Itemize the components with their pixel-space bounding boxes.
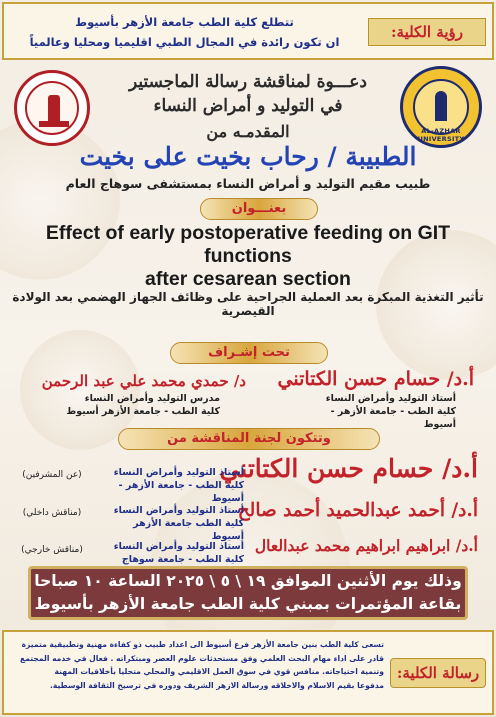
supervisor-1-title-line-2: كلية الطب - جامعة الأزهر - أسيوط bbox=[330, 406, 456, 430]
committee-member-2-title-line-1: أستاذ التوليد وأمراض النساء bbox=[113, 505, 244, 516]
committee-member-3-name: أ.د/ ابراهيم ابراهيم محمد عبدالعال bbox=[254, 536, 478, 555]
date-line: وذلك يوم الأثنين الموافق ١٩ \ ٥ \ ٢٠٢٥ الساعة ١٠ صباحا bbox=[34, 572, 462, 590]
faculty-logo-emblem bbox=[25, 81, 79, 135]
committee-member-1-title-line-2: كلية الطب - جامعة الأزهر - أسيوط bbox=[118, 480, 244, 504]
mission-banner bbox=[2, 630, 494, 715]
title-label: بعنـــوان bbox=[200, 198, 318, 220]
supervisor-2-title-line-1: مدرس التوليد وأمراض النساء bbox=[84, 393, 220, 404]
mission-line-3: وتنمية احتياجاته. منافس قوي في سوق العمل الاقليمي والمحلي متحليا بأخلاقيات المهنة bbox=[54, 667, 384, 676]
thesis-title-arabic: تأثير التغذية المبكرة بعد العملية الجراحية على وظائف الجهاز الهضمي بعد الولادة القيصرية bbox=[12, 290, 484, 318]
supervisor-2-title-line-2: كلية الطب - جامعة الأزهر أسيوط bbox=[66, 406, 220, 417]
committee-member-3-role: (مناقش خارجي) bbox=[21, 545, 83, 555]
candidate-job: طبيب مقيم التوليد و أمراض النساء بمستشفى سوهاج العام bbox=[65, 176, 431, 191]
university-logo bbox=[400, 66, 482, 148]
vision-line-2: ان تكون رائدة في المجال الطبي اقليميا ومحليا وعالمياً bbox=[29, 35, 340, 49]
venue-line: بقاعة المؤتمرات بمبني كلية الطب جامعة الأزهر بأسيوط bbox=[34, 595, 462, 613]
committee-member-2-title-line-2: كلية الطب جامعة الأزهر أسيوط bbox=[133, 518, 244, 542]
vision-text bbox=[7, 12, 362, 52]
supervisor-1-name: أ.د/ حسام حسن الكتاتني bbox=[277, 368, 474, 390]
committee-member-1-role: (عن المشرفين) bbox=[22, 470, 82, 480]
supervisor-2-name: د/ حمدي محمد علي عبد الرحمن bbox=[41, 372, 246, 390]
mission-line-1: تسعى كلية الطب بنين جامعة الأزهر فرع أسيوط الى اعداد طبيب ذو كفاءة مهنية وتطبيقية متميزة bbox=[21, 640, 384, 649]
mission-line-4: مدفوعا بقيم الاسلام والاخلاقه ورسالة الازهر الشريف ودوره في ترسيخ الثقافة الوسطية. bbox=[49, 680, 384, 690]
thesis-title-line-1: Effect of early postoperative feeding on GIT functions bbox=[45, 222, 451, 267]
university-logo-text: AL-AZHAR UNIVERSITY bbox=[417, 127, 465, 143]
mission-text bbox=[8, 638, 384, 692]
committee-member-3-title-line-1: أستاذ التوليد وأمراض النساء bbox=[113, 541, 244, 552]
thesis-title-english bbox=[10, 222, 486, 291]
faculty-logo bbox=[14, 70, 90, 146]
supervisor-2-title bbox=[60, 392, 220, 418]
invite-heading: دعـــوة لمناقشة رسالة الماجستير bbox=[129, 72, 367, 92]
committee-member-1-name: أ.د/ حسام حسن الكتاتني bbox=[219, 454, 478, 483]
mission-title: رسالة الكلية: bbox=[390, 658, 486, 688]
vision-banner bbox=[2, 2, 494, 60]
invite-specialty: في التوليد و أمراض النساء bbox=[153, 96, 343, 116]
supervisor-1-title-line-1: أستاذ التوليد وأمراض النساء bbox=[325, 393, 456, 404]
committee-member-2-role: (مناقش داخلي) bbox=[22, 508, 82, 518]
vision-line-1: تتطلع كلية الطب جامعة الأزهر بأسيوط bbox=[75, 15, 294, 29]
committee-member-2-name: أ.د/ أحمد عبدالحميد أحمد صالح bbox=[237, 500, 478, 521]
candidate-name: الطبيبة / رحاب بخيت على بخيت bbox=[79, 142, 417, 171]
committee-member-3-title-line-2: كلية الطب - جامعة سوهاج bbox=[121, 554, 244, 565]
date-venue-band bbox=[28, 566, 468, 620]
presented-by: المقدمـه من bbox=[206, 122, 290, 141]
vision-title: رؤية الكلية: bbox=[368, 18, 486, 46]
committee-member-3-title bbox=[112, 540, 244, 566]
supervisor-1-title bbox=[296, 392, 456, 431]
committee-label: وتتكون لجنة المناقشة من bbox=[118, 428, 380, 450]
mission-line-2: قادر على اداء مهام البحث العلمي وفق مستحدثات علوم العصر ومبتكراته . فعال في خدمه المجتمع bbox=[20, 653, 384, 663]
supervision-label: تحت إشـراف bbox=[170, 342, 328, 364]
thesis-title-line-2: after cesarean section bbox=[145, 268, 351, 290]
committee-member-1-title-line-1: أستاذ التوليد وأمراض النساء bbox=[113, 467, 244, 478]
